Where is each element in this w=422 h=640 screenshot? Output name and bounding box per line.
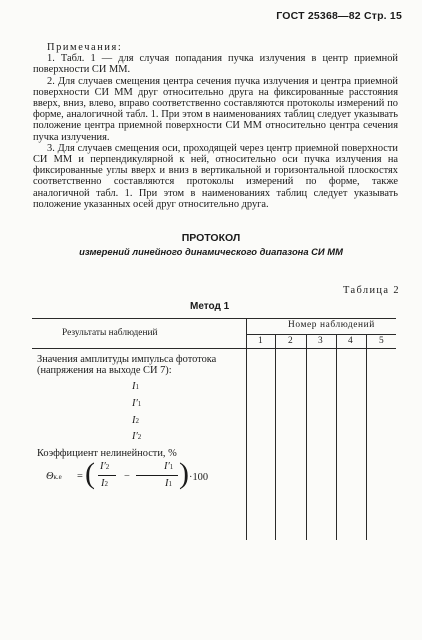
formula-lhs-sub: к.е xyxy=(53,473,62,481)
formula-fraction-bar-2 xyxy=(136,475,178,476)
symbol-i2p-sub: 2 xyxy=(137,433,142,441)
formula-den2 xyxy=(165,478,172,489)
protocol-title: ПРОТОКОЛ xyxy=(181,232,241,244)
row-coefficient-label: Коэффициент нелинейности, % xyxy=(37,448,177,459)
formula-den1-sub: 2 xyxy=(104,480,108,488)
formula-den1 xyxy=(101,478,108,489)
protocol-subtitle: измерений линейного динамического диапазона СИ ММ xyxy=(79,246,343,257)
formula-minus: − xyxy=(124,471,130,482)
formula-equals: = xyxy=(77,471,83,482)
formula-close-paren: ) xyxy=(179,457,189,490)
formula-num2-sub: 1 xyxy=(169,463,174,471)
col-divider-3 xyxy=(336,334,337,540)
note-3: 3. Для случаев смещения оси, проходящей через центр приемной поверхности СИ ММ и перпендикулярной к ней, относительно оси пучка излучения на фиксированные углы вверх и вниз в вертикальной и горизонтальной плоскостях соответственно составляются протоколы измерений по форме, также аналогичной табл. 1. При этом в наименованиях таблиц следует указывать положение указанных осей друг относительно друга. xyxy=(33,142,398,210)
formula-multiplier: ·100 xyxy=(189,472,209,483)
symbol-i1p-sub: 1 xyxy=(137,400,142,408)
formula-num2 xyxy=(164,461,173,472)
symbol-i1 xyxy=(132,381,139,392)
col-divider-4 xyxy=(366,334,367,540)
symbol-i2-prime xyxy=(132,431,141,442)
formula-num1 xyxy=(100,461,109,472)
notes-heading: Примечания: xyxy=(47,42,123,53)
col-divider-main xyxy=(246,318,247,540)
table-label: Таблица 2 xyxy=(342,285,400,296)
row-amplitude-label: Значения амплитуды импульса фототока (напряжения на выходе СИ 7): xyxy=(37,354,217,377)
obs-number-2: 2 xyxy=(288,336,293,346)
symbol-i1-prime xyxy=(132,398,141,409)
symbol-i2-sub: 2 xyxy=(135,417,139,425)
symbol-i1p-main: I′ xyxy=(132,398,138,409)
symbol-i2p-main: I′ xyxy=(132,431,138,442)
obs-number-5: 5 xyxy=(379,336,384,346)
symbol-i2 xyxy=(132,415,139,426)
note-2: 2. Для случаев смещения центра сечения пучка излучения и центра приемной поверхности СИ ММ друг относительно друга на фиксированные расстояния вверх, вниз, влево, вправо соответственно составляются протоколы измерений по форме, аналогичной табл. 1. При этом в наименованиях таблиц следует указывать положение центра приемной поверхности СИ ММ относительно центра сечения пучка излучения. xyxy=(33,75,398,143)
formula-num1-sub: 2 xyxy=(105,463,110,471)
obs-number-1: 1 xyxy=(258,336,263,346)
method-label: Метод 1 xyxy=(190,301,230,312)
symbol-i1-sub: 1 xyxy=(135,383,139,391)
formula-lhs xyxy=(46,471,62,482)
col-divider-2 xyxy=(306,334,307,540)
header-bottom-rule xyxy=(32,348,396,349)
col-obs-header: Номер наблюдений xyxy=(288,320,375,330)
obs-number-4: 4 xyxy=(348,336,353,346)
formula-lhs-main: Θ xyxy=(46,471,54,482)
formula-den1-main: I xyxy=(101,478,105,489)
table-top-rule xyxy=(32,318,396,319)
obs-number-3: 3 xyxy=(318,336,323,346)
formula-den2-main: I xyxy=(165,478,169,489)
col-divider-1 xyxy=(275,334,276,540)
page-header: ГОСТ 25368—82 Стр. 15 xyxy=(276,10,402,22)
col-results-header: Результаты наблюдений xyxy=(62,328,158,338)
formula-den2-sub: 1 xyxy=(168,480,172,488)
symbol-i1-main: I xyxy=(132,381,136,392)
header-sub-rule xyxy=(246,334,396,335)
formula-fraction-bar-1 xyxy=(98,475,116,476)
symbol-i2-main: I xyxy=(132,415,136,426)
formula-num2-main: I′ xyxy=(164,461,170,472)
formula-open-paren: ( xyxy=(85,457,95,490)
formula-num1-main: I′ xyxy=(100,461,106,472)
note-1: 1. Табл. 1 — для случая попадания пучка излучения в центр приемной поверхности СИ ММ. xyxy=(33,53,398,76)
